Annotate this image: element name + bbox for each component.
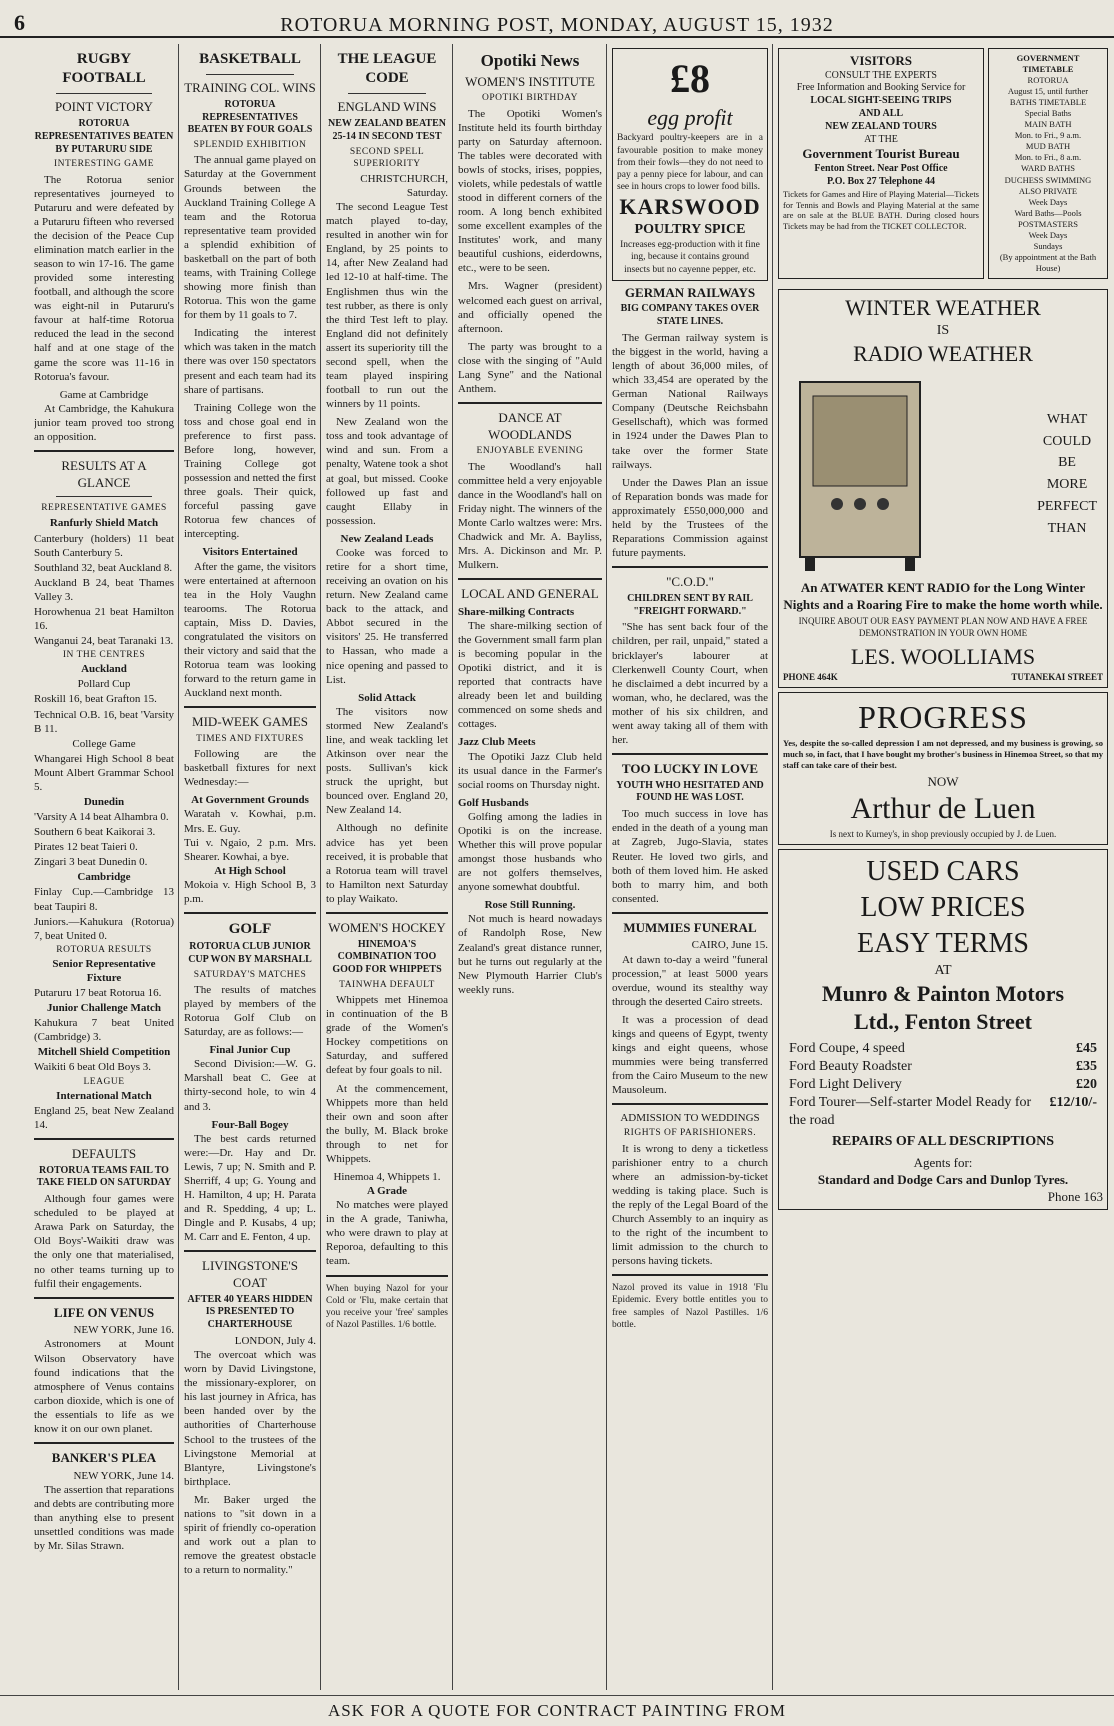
advert-nazol: When buying Nazol for your Cold or 'Flu, make certain that you receive your 'free' samples of Nazol Pastilles. 1/6 bottle. [326, 1283, 448, 1331]
car-item [789, 1094, 1097, 1130]
crosshead: Ranfurly Shield Match [49, 517, 159, 530]
column-4 [458, 44, 602, 1690]
timetable-line: MAIN BATH [1024, 119, 1072, 130]
subheadline: ROTORUA REPRESENTATIVES BEATEN BY PUTARURU SIDE [34, 118, 174, 155]
advert-street: TUTANEKAI STREET [1011, 671, 1103, 682]
advert-line: Standard and Dodge Cars and Dunlop Tyres. [817, 1171, 1069, 1187]
section-title-livingstone: LIVINGSTONE'S COAT [202, 1258, 298, 1290]
paragraph: The best cards returned were:—Dr. Hay and Dr. Lewis, 7 up; N. Smith and P. Sherriff, 4 up; G. Young and H. Hamilton, 4 up; H. Parata and R. Spedding, 4 up; L. Dingle and P. Kusabs, 4 up; M. Carr and E. Fenton, 4 up. [184, 1132, 316, 1244]
subheading: LEAGUE [83, 1076, 125, 1087]
crosshead: Visitors Entertained [202, 546, 298, 559]
section-title-golf: GOLF [228, 920, 272, 937]
advert-line: P.O. Box 27 Telephone 44 [827, 175, 935, 187]
advert-headline: GOVERNMENT TIMETABLE [1016, 53, 1080, 75]
timetable-line: Special Baths [1024, 108, 1072, 119]
crosshead: At High School [214, 864, 286, 877]
section-title-opotiki: Opotiki News [480, 51, 580, 70]
section-title-venus: LIFE ON VENUS [53, 1304, 155, 1320]
section-title-german: GERMAN RAILWAYS [624, 284, 756, 300]
result-line: Juniors.—Kahukura (Rotorua) 7, beat United 0. [34, 915, 174, 942]
paragraph: Mr. Baker urged the nations to "sit down in a spirit of friendly co-operation and work out a plan to remove the greatest obstacle to a return to normality." [184, 1493, 316, 1577]
paragraph: The second League Test match played to-day, resulted in another win for England, by 25 points to 14, after New Zealand had led 12-10 at half-time. The Englishmen thus win the test rubber, as there is only the third Test left to play. England did not definitely assert its superiority till the second spell, when the team played inspiring football to run out the winners by 11 points. [326, 201, 448, 411]
timetable-line: Week Days [1028, 229, 1068, 240]
crosshead: New Zealand Leads [340, 532, 434, 545]
column-rule [452, 44, 453, 1690]
paragraph: The results of matches played by members of the Rotorua Golf Club on Saturday, are as follows:— [184, 983, 316, 1039]
result-line: Zingari 3 beat Dunedin 0. [34, 856, 148, 869]
fixture-line: Waratah v. Kowhai, p.m. Mrs. E. Guy. [184, 808, 316, 835]
subheadline: ROTORUA TEAMS FAIL TO TAKE FIELD ON SATURDAY [36, 1164, 172, 1189]
crosshead: Jazz Club Meets [458, 736, 536, 749]
crosshead: International Match [56, 1089, 152, 1102]
page-number: 6 [14, 10, 25, 35]
advert-body: Backyard poultry-keepers are in a favourable position to make money from their fowls—they do not need to pay a penny piece for labour, and can see in hours crops to lower food bills. [617, 133, 763, 192]
timetable-line: ROTORUA [1027, 75, 1069, 86]
headline: POINT VICTORY [55, 99, 153, 115]
result-line: Wanganui 24, beat Taranaki 13. [34, 635, 174, 648]
column-rule [606, 44, 607, 1690]
subheading: REPRESENTATIVE GAMES [41, 503, 167, 514]
paragraph: The share-milking section of the Government small farm plan is becoming popular in the Opotiki district, and it is reported that contracts have already been let and building commenced on some sheds and cottages. [458, 619, 602, 731]
crosshead: Junior Challenge Match [46, 1002, 162, 1015]
advert-headline: EASY TERMS [857, 927, 1029, 959]
result-line: Roskill 16, beat Grafton 15. [34, 693, 157, 706]
paragraph: No matches were played in the A grade, Taniwha, who were drawn to play at Reporoa, defaulting to this team. [326, 1199, 448, 1268]
advert-headline: USED CARS [866, 856, 1020, 888]
advert-line: Government Tourist Bureau [802, 146, 960, 162]
section-title-results: RESULTS AT A GLANCE [61, 458, 147, 490]
timetable-line: DUCHESS SWIMMING [1004, 174, 1092, 185]
advert-nazol: Nazol proved its value in 1918 'Flu Epidemic. Every bottle entitles you to free samples of Nazol Pastilles. 1/6 bottle. [612, 1283, 768, 1330]
page-header [0, 0, 1114, 38]
subheading: RIGHTS OF PARISHIONERS. [623, 1128, 757, 1139]
radio-cabinet-icon [785, 374, 935, 574]
subheadline: BIG COMPANY TAKES OVER STATE LINES. [620, 303, 760, 328]
advert-headline: PROGRESS [858, 699, 1028, 736]
advert-cars [778, 849, 1108, 1210]
car-name: Ford Tourer—Self-starter Model Ready for the road [789, 1094, 1032, 1128]
advert-headline: VISITORS [850, 53, 912, 68]
paragraph: The German railway system is the biggest in the world, having a length of about 36,000 miles, of which 33,454 are operated by the German National Railways Company (Deutsche Reichsbahn Gesellschaft), which was formed in 1924 under the Dawes Plan to take over the former State railways. [612, 331, 768, 471]
car-item [789, 1058, 1097, 1076]
section-title-basketball: BASKETBALL [199, 51, 301, 67]
car-name: Ford Coupe, 4 speed [789, 1040, 905, 1056]
car-price: £20 [1076, 1076, 1097, 1092]
result-line: Whangarei High School 8 beat Mount Albert Grammar School 5. [34, 752, 174, 793]
paragraph: "She has sent back four of the children, per rail, unpaid," stated a bricklayer's labourer at Clerkenwell County Court, when he disclaimed a debt incurred by a woman, who, he declared, was the mother of his six children, and went away taking all of them with her. [612, 621, 768, 746]
fixture-line: Mokoia v. High School B, 3 p.m. [184, 878, 316, 905]
timetable-line: Week Days [1028, 196, 1068, 207]
section-title-defaults: DEFAULTS [71, 1145, 137, 1161]
advert-phone: Phone 163 [1047, 1188, 1103, 1204]
section-title-weddings: ADMISSION TO WEDDINGS [620, 1112, 760, 1125]
paragraph: Not much is heard nowadays of Randolph Rose, New Zealand's great distance runner, but he turns out regularly at the New Plymouth Harrier Club's weekly runs. [458, 913, 602, 996]
crosshead: Cambridge [77, 871, 131, 884]
result-line: Pirates 12 beat Taieri 0. [34, 841, 138, 854]
paragraph: Cooke was forced to retire for a short time, receiving an ovation on his return. New Zealand came back to the attack, and Abbot secured in the visitors' 25. He transferred to Hassan, who made a nice opening and passed to List. [326, 546, 448, 686]
result-line: Auckland B 24, beat Thames Valley 3. [34, 576, 174, 603]
paragraph: It is wrong to deny a ticketless parishioner entry to a church where an admission-by-ticket wedding is taking place. Such is the reply of the Legal Board of the Church Assembly to an inquiry as to the right of the incumbent to limit admission to the church to persons having tickets. [612, 1142, 768, 1268]
paragraph: At dawn to-day a weird "funeral procession," at least 5000 years overdue, wound its stealthy way through the deserted Cairo streets. [612, 953, 768, 1008]
advert-body: Yes, despite the so-called depression I am not depressed, and my business is growing, so much so, in fact, that I have bought my brother's business in Hinemoa Street, so that my staff can take care of their best. [783, 738, 1103, 770]
crosshead: At Government Grounds [191, 794, 309, 807]
advert-line: LOCAL SIGHT-SEEING TRIPS [810, 95, 952, 107]
advert-body: INQUIRE ABOUT OUR EASY PAYMENT PLAN NOW AND HAVE A FREE DEMONSTRATION IN YOUR OWN HOME [798, 616, 1088, 638]
advert-timetable [988, 48, 1108, 279]
subheading: ROTORUA RESULTS [56, 944, 152, 955]
section-title-league: THE LEAGUE CODE [337, 51, 437, 87]
result-line: Technical O.B. 16, beat 'Varsity B 11. [34, 708, 174, 735]
advert-name: Munro & Painton Motors [821, 980, 1065, 1006]
paragraph: The assertion that reparations and debts are contributing more than anything else to present unsettled conditions was made by Mr. Silas Strawn. [34, 1483, 174, 1552]
crosshead: Senior Representative Fixture [52, 957, 156, 985]
advert-line: Agents for: [913, 1155, 973, 1171]
paragraph: The Opotiki Women's Institute held its fourth birthday party on Saturday afternoon. The tables were decorated with bowls of stocks, irises, poppies, violets, while pedestals of wattle stood in different corners of the room. A long bench exhibited some excellent examples of the Institutes' work, and many beautiful cushions, eiderdowns, etc., were to be seen. [458, 107, 602, 275]
section-title-midweek: MID-WEEK GAMES [192, 714, 308, 730]
radio-side-word: WHAT [1046, 412, 1088, 428]
timetable-line: ALSO PRIVATE [1018, 185, 1078, 196]
dateline: NEW YORK, June 16. [73, 1324, 174, 1337]
subheadline: NEW ZEALAND BEATEN 25-14 IN SECOND TEST [328, 118, 446, 142]
paragraph: Following are the basketball fixtures for next Wednesday:— [184, 748, 316, 789]
tagline: TAINWHA DEFAULT [339, 979, 435, 990]
dateline: CAIRO, June 15. [691, 939, 768, 952]
paragraph: Training College won the toss and chose goal end in preference to first pass. Before long, however, Training College got possession and netted the first three goals. Their quick, forceful passing gave Rotorua few chances of intercepting. [184, 401, 316, 541]
crosshead: Game at Cambridge [59, 388, 149, 401]
subheadline: AFTER 40 YEARS HIDDEN IS PRESENTED TO CHARTERHOUSE [187, 1293, 313, 1331]
advert-line: Free Information and Booking Service for [796, 82, 966, 94]
result-line: Finlay Cup.—Cambridge 13 beat Taupiri 8. [34, 886, 174, 913]
footer-advert: ASK FOR A QUOTE FOR CONTRACT PAINTING FROM [0, 1695, 1114, 1726]
headline: ENGLAND WINS [337, 99, 437, 115]
timetable-line: (By appointment at the Bath House) [999, 251, 1097, 273]
crosshead: Solid Attack [358, 691, 416, 704]
advert-line: NEW ZEALAND TOURS [825, 120, 937, 132]
paragraph: New Zealand won the toss and took advantage of wind and sun. From a penalty, Watene took a shot at goal, but missed. Cooke followed up fast and caught Ellaby in possession. [326, 416, 448, 527]
radio-side-word: COULD [1042, 433, 1092, 449]
paragraph: The Rotorua senior representatives journeyed to Putaruru and were defeated by a Putaruru fifteen who reversed the decision of the Peace Cup elimination match earlier in the season to win 17-16. The game provided some interesting football, and although the score was eight-nil in Putaruru's favour at half-time Rotorua reduced the lead in the second half and at one stage of the game the score was 11-16 in Rotorua's favour. [34, 173, 174, 383]
paragraph: At the commencement, Whippets more than held their own and soon after the bully, M. Black broke through to net for Whippets. [326, 1082, 448, 1165]
radio-side-word: THAN [1047, 520, 1087, 536]
advert-headline: WINTER WEATHER [845, 294, 1041, 320]
column-1 [34, 44, 174, 1690]
car-price: £12/10/- [1049, 1094, 1097, 1110]
crosshead: Auckland [81, 663, 127, 676]
car-price: £35 [1076, 1058, 1097, 1074]
timetable-line: Mon. to Fri., 9 a.m. [1014, 130, 1082, 141]
car-price: £45 [1076, 1040, 1097, 1056]
result-line: Horowhenua 21 beat Hamilton 16. [34, 605, 174, 632]
timetable-line: August 15, until further [1007, 86, 1089, 97]
paragraph: Although no definite advice has yet been received, it is probable that a Rotorua team will travel to Hamilton next Saturday to play Waikato. [326, 822, 448, 905]
subheading: ENJOYABLE EVENING [476, 446, 584, 457]
car-item [789, 1076, 1097, 1094]
advert-radio [778, 289, 1108, 688]
crosshead: Final Junior Cup [209, 1044, 291, 1057]
subheading: TIMES AND FIXTURES [196, 733, 304, 744]
subheadline: ROTORUA CLUB JUNIOR CUP WON BY MARSHALL [188, 941, 312, 965]
paragraph: Mrs. Wagner (president) welcomed each guest on arrival, and officially opened the afternoon. [458, 280, 602, 335]
advert-progress [778, 692, 1108, 845]
paragraph: The Woodland's hall committee held a very enjoyable dance in the Woodland's hall on Friday night. The winners of the Monte Carlo waltzes were: Mrs. Chadwick and Mr. A. Bayliss, Mrs. A. Dickinson and Mr. P. Mulkern. [458, 460, 602, 572]
column-rule [178, 44, 179, 1690]
result-line: Southern 6 beat Kaikorai 3. [34, 826, 156, 839]
paragraph: Under the Dawes Plan an issue of Reparation bonds was made for approximately £550,000,000 and held by the Trustees of the Reparations Commission against future payments. [612, 476, 768, 560]
car-item [789, 1040, 1097, 1058]
crosshead: A Grade [366, 1185, 408, 1198]
advert-phone: PHONE 464K [783, 671, 838, 682]
advert-brand: KARSWOOD [619, 194, 761, 220]
section-title-dance: DANCE AT WOODLANDS [488, 410, 572, 442]
paragraph: The party was brought to a close with the singing of "Auld Lang Syne" and the National Anthem. [458, 340, 602, 396]
paragraph: After the game, the visitors were entertained at afternoon tea in the Holy Vaughn tearooms. The Rotorua captain, Miss D. Davies, congratulated the visitors on their victory and said that the Rotorua team was looking forward to the return game in Auckland next month. [184, 560, 316, 700]
result-line: Waikiti 6 beat Old Boys 3. [34, 1061, 152, 1074]
advert-tagline: Increases egg-production with it fine ing, because it contains ground insects but no cayenne pepper, etc. [620, 240, 760, 275]
advert-line: Is next to Kurney's, in shop previously occupied by J. de Luen. [829, 828, 1057, 839]
column-rule [320, 44, 321, 1690]
tagline: SECOND SPELL SUPERIORITY [349, 146, 425, 169]
subheading: IN THE CENTRES [62, 650, 146, 661]
radio-side-text [1037, 409, 1101, 539]
crosshead: Pollard Cup [77, 678, 131, 691]
crosshead: Dunedin [83, 796, 125, 808]
paragraph: Although four games were scheduled to be played at Arawa Park on Saturday, the Old Boys'-Waikiti draw was the only one that materialised, no other teams turning up to fulfil their engagements. [34, 1193, 174, 1290]
paragraph: It was a procession of dead kings and queens of Egypt, twenty kings and eight queens, whose mummies were being transferred from the Cairo Museum to the new Mausoleum. [612, 1013, 768, 1097]
result-line: 'Varsity A 14 beat Alhambra 0. [34, 811, 169, 824]
advert-line: IS [936, 323, 950, 339]
masthead: ROTORUA MORNING POST, MONDAY, AUGUST 15, 1932 [280, 14, 834, 36]
section-title-bankers: BANKER'S PLEA [51, 1449, 157, 1465]
result-line: Putaruru 17 beat Rotorua 16. [34, 987, 162, 1000]
section-title-hockey: WOMEN'S HOCKEY [328, 919, 446, 935]
paragraph: Astronomers at Mount Wilson Observatory have found indications that the atmosphere of Venus contains carbon dioxide, which is one of the essentials to life as we know it on our own planet. [34, 1338, 174, 1435]
car-name: Ford Beauty Roadster [789, 1058, 912, 1074]
timetable-line: WARD BATHS [1020, 163, 1076, 174]
section-title-cod: "C.O.D." [666, 574, 714, 590]
crosshead: Four-Ball Bogey [211, 1118, 289, 1131]
subheadline: ROTORUA REPRESENTATIVES BEATEN BY FOUR GOALS [187, 98, 313, 136]
timetable-line: POSTMASTERS [1018, 218, 1078, 229]
timetable-line: BATHS TIMETABLE [1009, 97, 1087, 108]
advert-subheadline: egg profit [647, 105, 733, 131]
crosshead: Share-milking Contracts [458, 605, 575, 618]
paragraph: Indicating the interest which was taken in the match there was over 150 spectators present and each team had its share of partisans. [184, 327, 316, 396]
headline: WOMEN'S INSTITUTE [465, 73, 595, 89]
paragraph: Too much success in love has ended in the death of a young man at Zagreb, Jugo-Slavia, states Reuter. He loved two girls, and both of them loved him. He asked both to marry him, and both consented. [612, 808, 768, 905]
advert-name: Arthur de Luen [850, 792, 1036, 826]
column-rule [772, 44, 773, 1690]
section-title-mummies: MUMMIES FUNERAL [623, 919, 757, 935]
result-line: Southland 32, beat Auckland 8. [34, 561, 173, 574]
result-line: England 25, beat New Zealand 14. [34, 1104, 174, 1131]
section-title-rugby: RUGBY FOOTBALL [62, 51, 146, 87]
radio-side-word: PERFECT [1037, 498, 1097, 514]
timetable-line: Ward Baths—Pools [1014, 207, 1082, 218]
result-line: Canterbury (holders) 11 beat South Canterbury 5. [34, 532, 174, 559]
section-title-lucky: TOO LUCKY IN LOVE [621, 761, 759, 777]
advert-name: Ltd., Fenton Street [853, 1008, 1033, 1034]
advert-name: LES. WOOLLIAMS [850, 644, 1036, 670]
dateline: NEW YORK, June 14. [73, 1469, 174, 1482]
advert-karswood [612, 48, 768, 281]
advert-line: AT [934, 962, 952, 978]
paragraph: Whippets met Hinemoa in continuation of the B grade of the Women's Hockey competitions on Saturday, and suffered defeat by four goals to nil. [326, 994, 448, 1077]
advert-line: Fenton Street. Near Post Office [814, 163, 948, 175]
subheading: OPOTIKI BIRTHDAY [481, 93, 578, 104]
subheadline: HINEMOA'S COMBINATION TOO GOOD FOR WHIPPETS [332, 938, 442, 976]
advert-headline: LOW PRICES [860, 892, 1026, 924]
radio-side-word: MORE [1046, 477, 1088, 493]
result-line: Hinemoa 4, Whippets 1. [333, 1171, 441, 1183]
advert-headline: RADIO WEATHER [853, 341, 1033, 366]
crosshead: Golf Husbands [458, 796, 529, 809]
timetable-line: MUD BATH [1025, 141, 1071, 152]
tagline: SPLENDID EXHIBITION [193, 140, 307, 151]
column-3 [326, 44, 448, 1690]
tagline: INTERESTING GAME [53, 159, 155, 170]
headline: TRAINING COL. WINS [184, 80, 316, 96]
section-title-local: LOCAL AND GENERAL [461, 586, 599, 602]
paragraph: The overcoat which was worn by David Livingstone, the missionary-explorer, on his last journey in Africa, has been handed over by the authorities of Charterhouse School to the trustees of the Livingstone Memorial at Blantyre, Livingstone's birthplace. [184, 1349, 316, 1488]
car-list [789, 1040, 1097, 1130]
paragraph: The annual game played on Saturday at the Government Grounds between the Auckland Training College A team and the Rotorua representative team provided a splendid exhibition of basketball on the part of both teams, with Training College showing more finish than Rotorua. This won the game for them by 11 goals to 7. [184, 154, 316, 322]
paragraph: The visitors now stormed New Zealand's line, and weak tackling let Atkinson over near the posts. Sullivan's kick struck the upright, but bounced over. England 20, New Zealand 14. [326, 705, 448, 817]
paragraph: Second Division:—W. G. Marshall beat C. Gee at thirty-second hole, to win 4 and 3. [184, 1058, 316, 1113]
advert-line: AT THE [864, 133, 898, 145]
timetable-lines [993, 75, 1103, 274]
paragraph: The Opotiki Jazz Club held its usual dance in the Farmer's social rooms on Thursday night. [458, 750, 602, 791]
crosshead: College Game [72, 737, 136, 750]
timetable-line: Sundays [1033, 240, 1063, 251]
result-line: Kahukura 7 beat United (Cambridge) 3. [34, 1017, 174, 1044]
paragraph: At Cambridge, the Kahukura junior team proved too strong an opposition. [34, 402, 174, 443]
advert-line: NOW [927, 773, 959, 789]
column-5 [612, 44, 768, 1690]
advert-line: CONSULT THE EXPERTS [824, 69, 937, 81]
timetable-line: Mon. to Fri., 8 a.m. [1014, 152, 1082, 163]
dateline: CHRISTCHURCH, Saturday. [360, 172, 448, 199]
car-name: Ford Light Delivery [789, 1076, 902, 1092]
subheadline: CHILDREN SENT BY RAIL "FREIGHT FORWARD." [627, 592, 753, 617]
column-6 [778, 44, 1108, 1690]
radio-side-word: BE [1058, 455, 1076, 471]
advert-body: An ATWATER KENT RADIO for the Long Winter Nights and a Roaring Fire to make the home worth while. [783, 580, 1103, 612]
advert-line: REPAIRS OF ALL DESCRIPTIONS [831, 1134, 1055, 1150]
crosshead: Mitchell Shield Competition [37, 1046, 171, 1059]
advert-brand-sub: POULTRY SPICE [634, 222, 746, 238]
advert-headline: £8 [670, 56, 710, 101]
column-2 [184, 44, 316, 1690]
advert-line: AND ALL [858, 108, 904, 120]
fixture-line: Tui v. Ngaio, 2 p.m. Mrs. Shearer. Kowhai, a bye. [184, 836, 316, 863]
advert-line: Tickets for Games and Hire of Playing Material—Tickets for Tennis and Bowls and Playing Material at the same are on sale at the BLUE BATH. During closed hours Tickets may be had from the TICKET COLLECTOR. [783, 188, 979, 232]
tagline: SATURDAY'S MATCHES [193, 969, 307, 980]
advert-visitors [778, 48, 984, 279]
subheadline: YOUTH WHO HESITATED AND FOUND HE WAS LOST. [616, 779, 764, 804]
crosshead: Rose Still Running. [484, 899, 576, 912]
paragraph: Golfing among the ladies in Opotiki is on the increase. Whether this will prove popular amongst those husbands who are not golfers themselves, anyone somewhat doubtful. [458, 810, 602, 894]
dateline: LONDON, July 4. [234, 1334, 316, 1347]
